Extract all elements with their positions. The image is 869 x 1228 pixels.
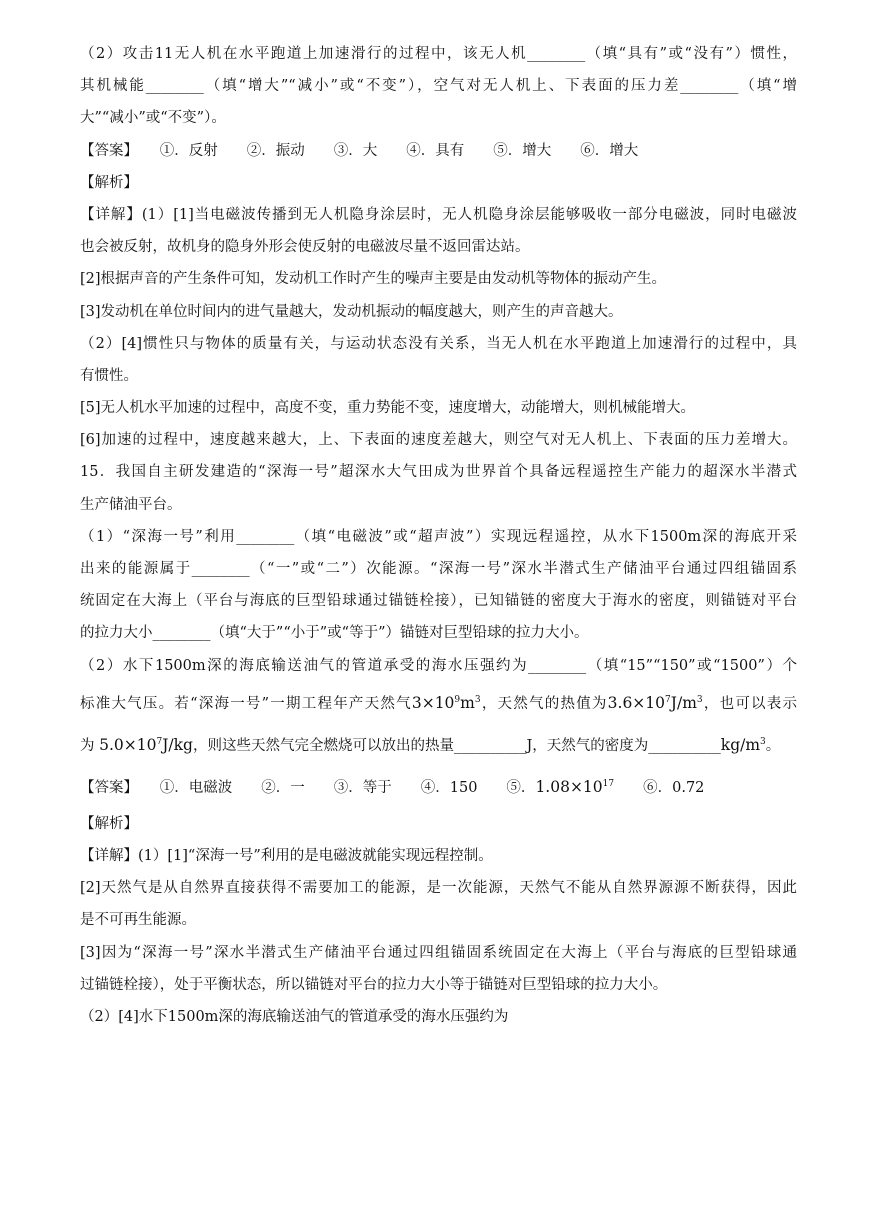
text-line: [5]无人机水平加速的过程中，高度不变，重力势能不变，速度增大，动能增大，则机械能增大。 [80, 400, 696, 417]
text-line: 统固定在大海上（平台与海底的巨型铅球通过锚链栓接），已知锚链的密度大于海水的密度，则锚链对平台 [80, 593, 797, 610]
text-line: （1）“深海一号”利用________（填“电磁波”或“超声波”）实现远程遥控，从水下1500m深的海底开采 [80, 528, 797, 545]
text-line: （2）水下1500m深的海底输送油气的管道承受的海水压强约为________（填“15”“150”或“1500”）个 [80, 657, 797, 674]
text-line: [3]发动机在单位时间内的进气量越大，发动机振动的幅度越大，则产生的声音越大。 [80, 303, 623, 320]
text-line: （2）攻击11无人机在水平跑道上加速滑行的过程中，该无人机________（填“具有”或“没有”）惯性， [80, 46, 797, 62]
text-line: （2）[4]水下1500m深的海底输送油气的管道承受的海水压强约为 [80, 1008, 509, 1025]
text-line: 的拉力大小________（填“大于”“小于”或“等于”）锚链对巨型铅球的拉力大小。 [80, 625, 589, 642]
text-line-units-1: 标准大气压。若“深海一号”一期工程年产天然气$3\times 10^9m^3$，天然气的热值为$3.6\times 10^7J/m^3$，也可以表示 [80, 693, 798, 712]
text-line: 出来的能源属于________（“一”或“二”）次能源。“深海一号”深水半潜式生产储油平台通过四组锚固系 [80, 561, 797, 577]
text-line: 大”“减小”或“不变”）。 [80, 110, 226, 127]
text-block-tail [80, 808, 797, 1033]
text-line: 【详解】(1）[1]“深海一号”利用的是电磁波就能实现远程控制。 [80, 847, 493, 864]
text-line: 【解析】 [80, 815, 138, 832]
text-line: [2]根据声音的产生条件可知，发动机工作时产生的噪声主要是由发动机等物体的振动产生。 [80, 271, 667, 288]
text-line: [6]加速的过程中，速度越来越大，上、下表面的速度差越大，则空气对无人机上、下表面的压力差增大。 [80, 432, 797, 449]
text-line: 【解析】 [80, 174, 138, 191]
text-line: [2]天然气是从自然界直接获得不需要加工的能源，是一次能源，天然气不能从自然界源源不断获得，因此 [80, 880, 797, 897]
formula-gas-volume: $3\times 10^9m^3$ [411, 693, 481, 712]
answer-line-2: 【答案】 ①．电磁波 ②．一 ③．等于 ④．150 ⑤．$1.08\times 10^{17}$ ⑥．0.72 [80, 777, 705, 796]
text-block-top [80, 38, 797, 682]
formula-heat-value: $3.6\times 10^7J/m^3$ [607, 693, 703, 712]
text-line: 生产储油平台。 [80, 496, 182, 513]
text-line: 是不可再生能源。 [80, 912, 196, 929]
formula-heat-value-kg: $5.0\times 10^7J/kg$ [99, 735, 193, 754]
text-line: 【答案】 ①．反射 ②．振动 ③．大 ④．具有 ⑤．增大 ⑥．增大 [80, 142, 639, 159]
text-line: 其机械能________（填“增大”“减小”或“不变”），空气对无人机上、下表面的压力差________（填“增 [80, 78, 797, 95]
formula-heat-answer: $1.08\times 10^{17}$ [535, 777, 615, 796]
text-line-units-2: 为 $5.0\times 10^7J/kg$，则这些天然气完全燃烧可以放出的热量__________J，天然气的密度为$\_\_\_\_\_\_\_\_\_\_kg/m^3$。 [80, 735, 781, 754]
formula-density-unit: $kg/m^3$ [720, 735, 766, 754]
text-line: 也会被反射，故机身的隐身外形会使反射的电磁波尽量不返回雷达站。 [80, 239, 530, 256]
text-line: （2）[4]惯性只与物体的质量有关，与运动状态没有关系，当无人机在水平跑道上加速滑行的过程中，具 [80, 335, 797, 352]
text-line: 有惯性。 [80, 367, 138, 384]
text-line: 【详解】(1）[1]当电磁波传播到无人机隐身涂层时，无人机隐身涂层能够吸收一部分电磁波，同时电磁波 [80, 206, 797, 223]
text-line: 15．我国自主研发建造的“深海一号”超深水大气田成为世界首个具备远程遥控生产能力的超深水半潜式 [80, 464, 797, 481]
text-line: [3]因为“深海一号”深水半潜式生产储油平台通过四组锚固系统固定在大海上（平台与海底的巨型铅球通 [80, 944, 797, 961]
text-line: 过锚链栓接），处于平衡状态，所以锚链对平台的拉力大小等于锚链对巨型铅球的拉力大小。 [80, 976, 668, 993]
